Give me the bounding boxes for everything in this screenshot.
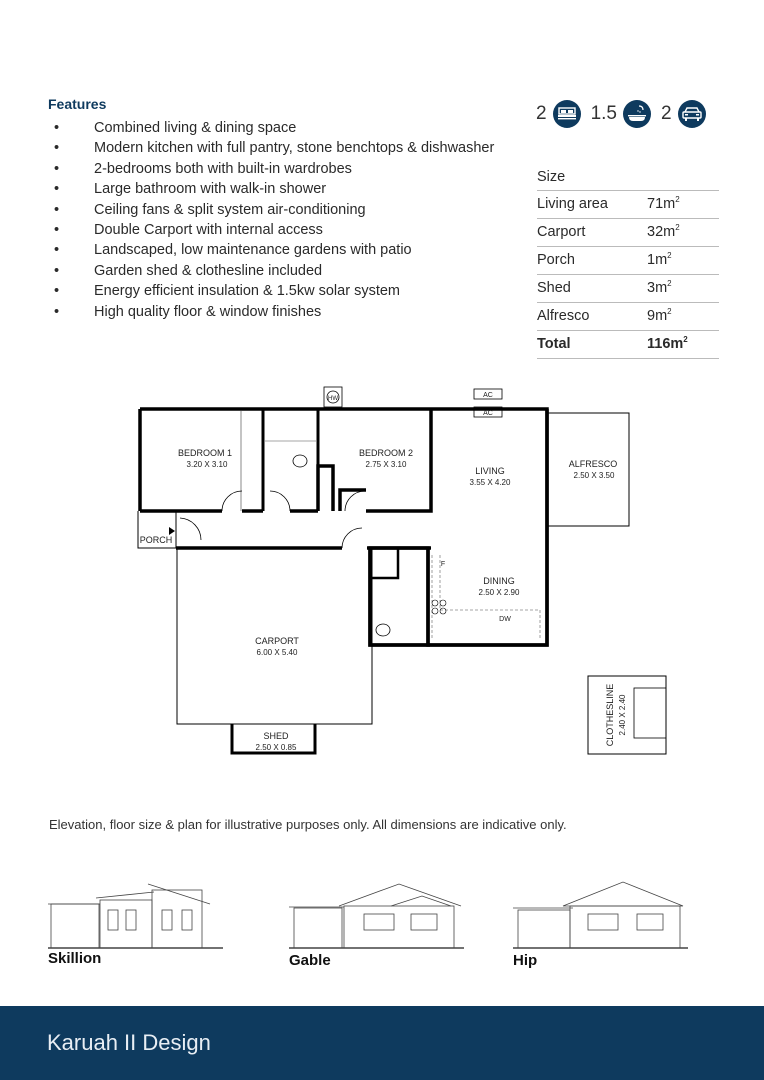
summary-icons	[536, 100, 716, 128]
svg-text:2.75 X 3.10: 2.75 X 3.10	[365, 460, 407, 469]
room-label: LIVING	[475, 466, 505, 476]
elevation-label: Skillion	[48, 950, 102, 967]
svg-text:2.50 X 3.50: 2.50 X 3.50	[573, 471, 615, 480]
svg-text:3.55 X 4.20: 3.55 X 4.20	[469, 478, 511, 487]
feature-item: • High quality floor & window finishes	[54, 303, 322, 320]
room-label: BEDROOM 2	[358, 448, 414, 458]
room-label: ALFRESCO	[568, 459, 618, 469]
feature-item: • Energy efficient insulation & 1.5kw solar system	[54, 283, 400, 300]
feature-item: • Landscaped, low maintenance gardens with patio	[54, 242, 412, 259]
svg-text:2.50 X 0.85: 2.50 X 0.85	[255, 743, 297, 752]
size-row: Alfresco $9m^2$	[537, 303, 719, 331]
svg-text:AC: AC	[483, 410, 493, 417]
floor-plan	[0, 380, 764, 780]
size-row: Carport $32m^2$	[537, 219, 719, 247]
feature-item: • Ceiling fans & split system air-conditioning	[54, 201, 366, 218]
size-row: Shed $3m^2$	[537, 275, 719, 303]
footer-banner	[0, 1006, 764, 1080]
svg-text:PORCH: PORCH	[139, 535, 173, 545]
size-table	[537, 164, 719, 359]
design-title: Karuah II Design	[47, 1030, 211, 1055]
gable-elevation-drawing	[289, 880, 469, 950]
elevation-skillion	[48, 880, 228, 967]
feature-item: • Double Carport with internal access	[54, 222, 323, 239]
features-list	[48, 118, 494, 322]
feature-item: • Modern kitchen with full pantry, stone benchtops & dishwasher	[54, 140, 495, 157]
svg-text:AC: AC	[483, 392, 493, 399]
bathroom-count: 1.5	[590, 103, 617, 124]
room-label: CARPORT	[255, 636, 299, 646]
feature-item: • 2-bedrooms both with built-in wardrobes	[54, 160, 352, 177]
svg-text:F: F	[440, 561, 446, 568]
disclaimer: Elevation, floor size & plan for illustrative purposes only. All dimensions are indicative only.	[49, 817, 567, 832]
elevation-hip	[513, 880, 693, 969]
room-label: SHED	[263, 731, 289, 741]
elevation-label: Gable	[289, 952, 331, 969]
size-total-row: Total $116m^2$	[537, 331, 719, 359]
features-heading: Features	[48, 96, 107, 112]
room-label: DINING	[483, 576, 515, 586]
room-label: CLOTHESLINE	[605, 683, 615, 747]
car-icon	[678, 100, 706, 128]
size-row: Porch $1m^2$	[537, 247, 719, 275]
hip-elevation-drawing	[513, 880, 693, 950]
feature-item: • Large bathroom with walk-in shower	[54, 181, 327, 198]
bedroom-count: 2	[536, 103, 547, 124]
svg-text:3.20 X 3.10: 3.20 X 3.10	[186, 460, 228, 469]
svg-text:6.00 X 5.40: 6.00 X 5.40	[256, 648, 298, 657]
elevation-gable	[289, 880, 469, 969]
carport-count: 2	[661, 103, 672, 124]
feature-item: • Garden shed & clothesline included	[54, 262, 323, 279]
size-row: Living area $71m^2$	[537, 191, 719, 219]
skillion-elevation-drawing	[48, 880, 228, 950]
features-section	[48, 96, 494, 322]
bath-icon	[623, 100, 651, 128]
svg-text:HW: HW	[328, 396, 338, 402]
elevation-label: Hip	[513, 952, 538, 969]
bed-icon	[553, 100, 581, 128]
feature-item: • Combined living & dining space	[54, 120, 297, 136]
size-heading: Size	[537, 164, 719, 191]
svg-text:2.40 X 2.40: 2.40 X 2.40	[618, 694, 627, 736]
svg-text:2.50 X 2.90: 2.50 X 2.90	[478, 588, 520, 597]
room-label: BEDROOM 1	[177, 448, 233, 458]
svg-text:DW: DW	[499, 616, 511, 623]
